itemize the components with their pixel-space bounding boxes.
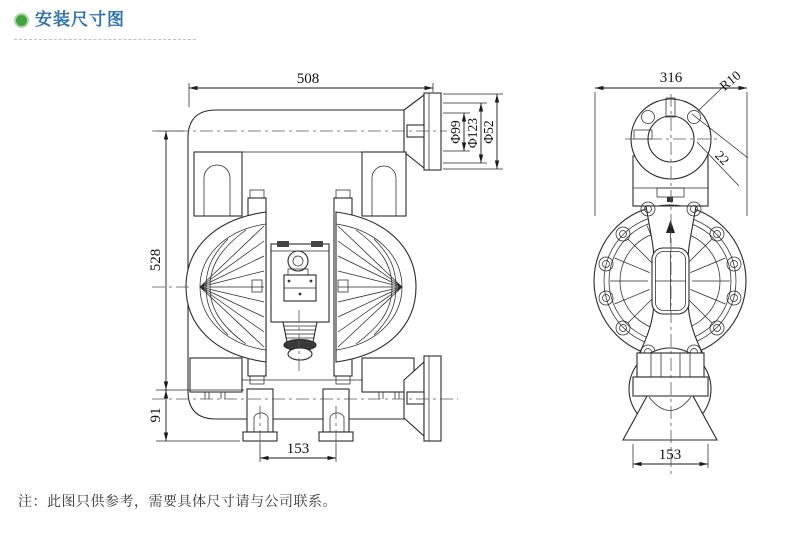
dim-front-height: 528 bbox=[148, 248, 164, 272]
dim-phi-123: Φ123 bbox=[465, 117, 480, 149]
note-text: 注：此图只供参考，需要具体尺寸请与公司联系。 bbox=[18, 493, 337, 509]
dim-phi-99: Φ99 bbox=[448, 120, 463, 144]
dim-front-width: 508 bbox=[296, 71, 320, 87]
dim-side-width: 316 bbox=[659, 70, 683, 86]
dim-side-key: 22 bbox=[712, 147, 733, 168]
dim-front-foot-span: 153 bbox=[286, 441, 310, 457]
dim-side-radius: R10 bbox=[716, 67, 744, 94]
dim-phi-52: Φ52 bbox=[481, 120, 496, 144]
dim-front-base-height: 91 bbox=[148, 407, 164, 423]
page-title: 安装尺寸图 bbox=[35, 10, 125, 29]
front-view-drawing bbox=[148, 71, 503, 462]
dim-side-base-span: 153 bbox=[658, 447, 682, 463]
